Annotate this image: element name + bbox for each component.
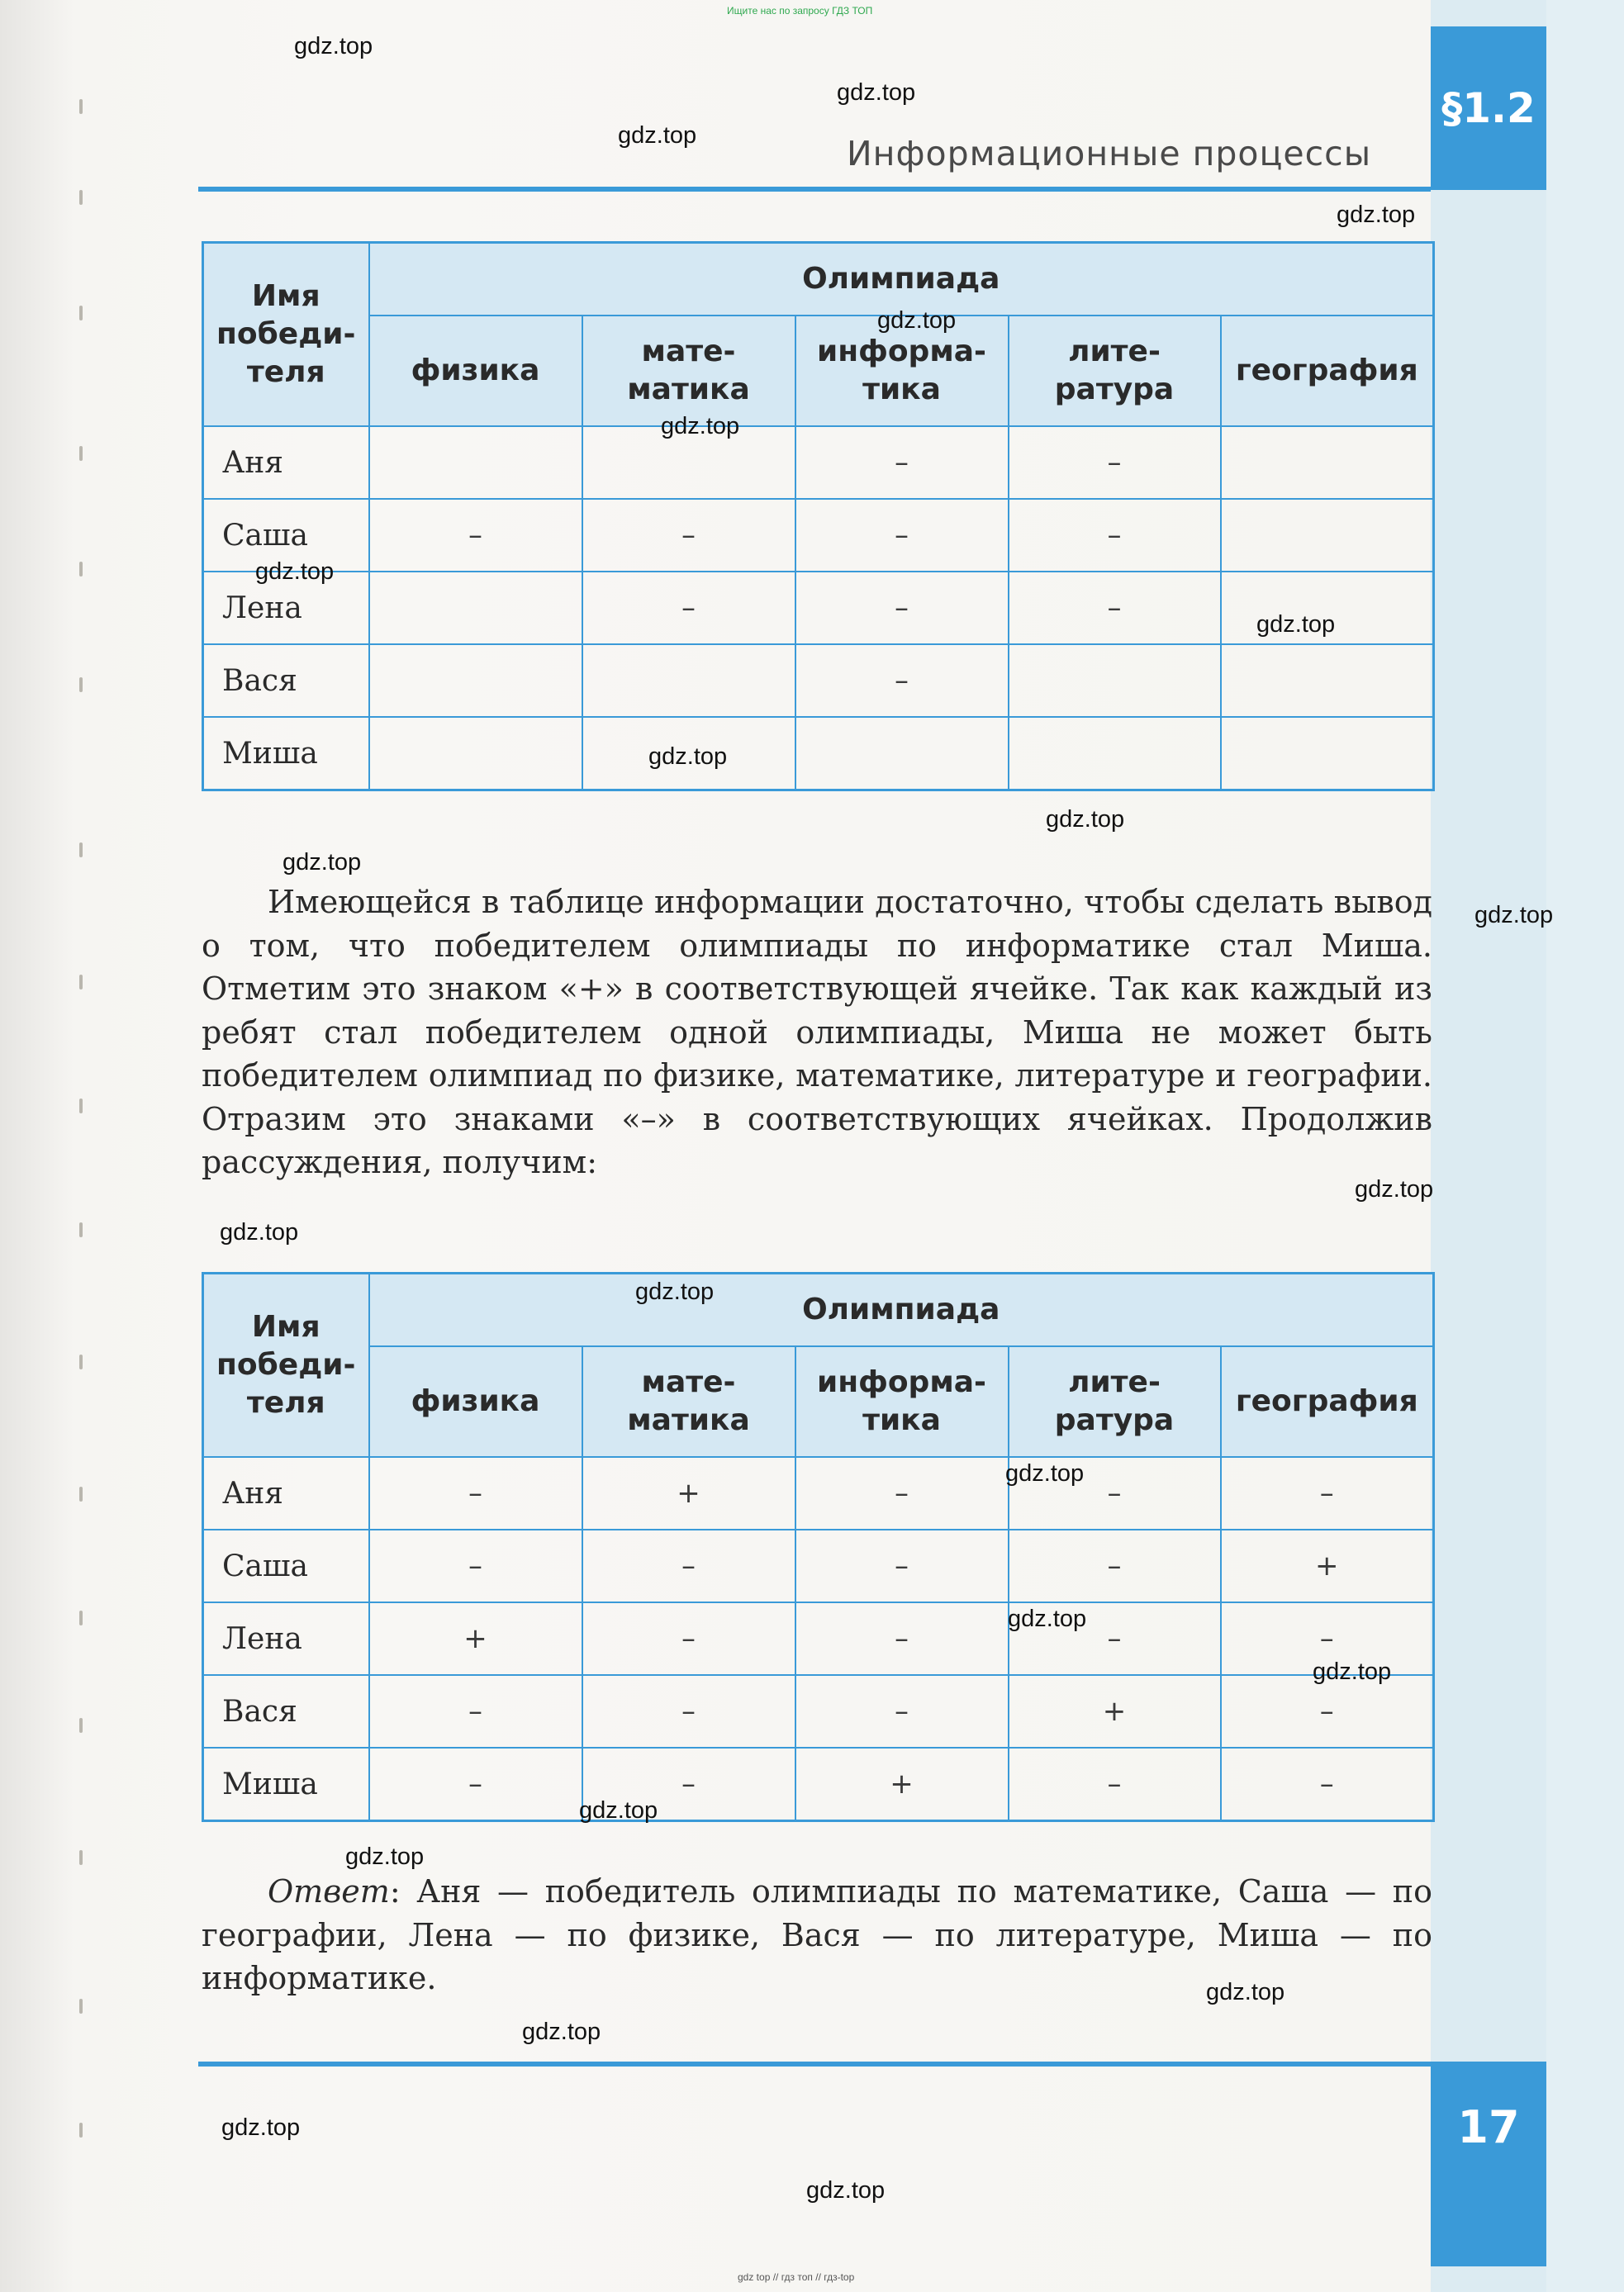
winner-name: Вася (203, 1675, 369, 1748)
winner-name: Вася (203, 644, 369, 717)
table-cell: – (795, 1675, 1009, 1748)
table-cell: – (795, 644, 1009, 717)
subject-header: лите-ратура (1009, 1346, 1221, 1457)
table-cell (1009, 717, 1221, 790)
winner-name: Миша (203, 1748, 369, 1821)
table-cell: – (1009, 1530, 1221, 1602)
table-cell: – (795, 1457, 1009, 1530)
table-cell: – (1221, 1748, 1434, 1821)
table-cell (1009, 644, 1221, 717)
table-cell: + (582, 1457, 795, 1530)
table-cell: – (1221, 1457, 1434, 1530)
watermark: gdz.top (877, 307, 957, 334)
answer-label: Ответ (268, 1873, 390, 1910)
page-number: 17 (1457, 2101, 1520, 2153)
watermark: gdz.top (579, 1797, 658, 1824)
table-cell: – (1009, 426, 1221, 499)
table-cell: – (582, 1602, 795, 1675)
watermark: gdz.top (1046, 806, 1125, 833)
table-cell: – (1009, 1748, 1221, 1821)
winner-name: Лена (203, 1602, 369, 1675)
table-cell: – (1009, 499, 1221, 572)
table-row (203, 644, 1434, 717)
subject-header: лите-ратура (1009, 316, 1221, 426)
reasoning-paragraph (202, 880, 1432, 1184)
olympiad-table-initial (202, 241, 1435, 791)
subject-header: физика (369, 316, 582, 426)
table-row (203, 1530, 1434, 1602)
subject-header: география (1221, 316, 1434, 426)
watermark: gdz.top (661, 413, 740, 439)
table-cell (369, 426, 582, 499)
watermark: gdz.top (294, 33, 373, 59)
winner-name: Миша (203, 717, 369, 790)
table-cell (369, 644, 582, 717)
subject-header: мате-матика (582, 316, 795, 426)
table-cell (1221, 426, 1434, 499)
table-cell: – (795, 426, 1009, 499)
table-cell (1221, 644, 1434, 717)
watermark: gdz.top (345, 1844, 425, 1870)
table-cell: + (369, 1602, 582, 1675)
subject-header: информа-тика (795, 1346, 1009, 1457)
watermark: gdz.top (1005, 1460, 1085, 1487)
table-row (203, 426, 1434, 499)
table-row (203, 499, 1434, 572)
table-cell (582, 644, 795, 717)
subject-header: мате-матика (582, 1346, 795, 1457)
table-cell: – (795, 1602, 1009, 1675)
table-cell: – (369, 1748, 582, 1821)
table-cell: – (1221, 1675, 1434, 1748)
watermark: gdz.top (837, 79, 916, 106)
binding-marks (79, 99, 83, 2164)
table-cell: + (1221, 1530, 1434, 1602)
subject-header: информа-тика (795, 316, 1009, 426)
table-cell: – (795, 572, 1009, 644)
table-cell: – (1009, 1602, 1221, 1675)
watermark: gdz.top (283, 849, 362, 876)
watermark: gdz.top (1008, 1606, 1087, 1632)
reasoning-text: Имеющейся в таблице информации достаточно, чтобы сделать вывод о том, что победителем олимпиады по информатике стал Миша. Отметим это знаком «+» в соответствующей ячейке. Так как каждый из ребят стал победителем одной олимпиады, Миша не может быть победителем олимпиад по физике, математике, литературе и географии. Отразим это знаками «–» в соответствующих ячейках. Продолжив рассуждения, получим: (202, 884, 1432, 1180)
table-cell: – (369, 1530, 582, 1602)
watermark: gdz.top (221, 2114, 301, 2141)
bottom-note: gdz top // гдз топ // гдз-top (738, 2271, 855, 2283)
watermark: gdz.top (1337, 202, 1416, 228)
table-cell: – (369, 499, 582, 572)
table-cell (795, 717, 1009, 790)
table-cell: – (1009, 572, 1221, 644)
winner-name: Саша (203, 1530, 369, 1602)
watermark: gdz.top (220, 1219, 299, 1246)
section-number: §1.2 (1441, 84, 1536, 132)
table-cell (369, 572, 582, 644)
table-cell: – (1009, 1457, 1221, 1530)
table-cell: – (369, 1457, 582, 1530)
table-cell: – (582, 572, 795, 644)
watermark: gdz.top (255, 558, 335, 585)
watermark: gdz.top (635, 1279, 715, 1305)
watermark: gdz.top (1313, 1658, 1392, 1685)
table-cell: – (582, 499, 795, 572)
corner-header: Имя победи-теля (203, 1274, 369, 1458)
watermark: gdz.top (1256, 611, 1336, 638)
table-cell: – (795, 499, 1009, 572)
watermark: gdz.top (1474, 902, 1554, 928)
olympiad-header: Олимпиада (369, 243, 1434, 316)
header-rule (198, 187, 1431, 192)
winner-name: Аня (203, 426, 369, 499)
footer-rule (198, 2062, 1431, 2067)
table-cell: – (795, 1530, 1009, 1602)
table-row (203, 1602, 1434, 1675)
table-row (203, 717, 1434, 790)
corner-header: Имя победи-теля (203, 243, 369, 427)
winner-name: Саша (203, 499, 369, 572)
table-row (203, 1748, 1434, 1821)
watermark: gdz.top (1355, 1176, 1434, 1203)
table-cell: – (369, 1675, 582, 1748)
watermark: gdz.top (1206, 1979, 1285, 2005)
subject-header: физика (369, 1346, 582, 1457)
page-number-tab (1431, 2062, 1546, 2266)
table-row (203, 572, 1434, 644)
table-cell: – (582, 1748, 795, 1821)
table-cell: – (582, 1530, 795, 1602)
table-row (203, 1457, 1434, 1530)
table-cell: + (795, 1748, 1009, 1821)
table-row (203, 1675, 1434, 1748)
table-cell (369, 717, 582, 790)
table-cell: – (582, 1675, 795, 1748)
chapter-title: Информационные процессы (847, 134, 1372, 173)
top-search-note: Ищите нас по запросу ГДЗ ТОП (727, 5, 873, 17)
answer-text: : Аня — победитель олимпиады по математике, Саша — по географии, Лена — по физике, Вася — по литературе, Миша — по информатике. (202, 1873, 1432, 1996)
page-edge-strip-outer (1546, 0, 1624, 2292)
table-cell: + (1009, 1675, 1221, 1748)
subject-header: география (1221, 1346, 1434, 1457)
section-tab (1431, 26, 1546, 190)
table-cell (1221, 717, 1434, 790)
watermark: gdz.top (648, 743, 728, 770)
winner-name: Лена (203, 572, 369, 644)
watermark: gdz.top (806, 2177, 886, 2204)
table-cell (1221, 499, 1434, 572)
table-cell: – (1221, 1602, 1434, 1675)
olympiad-table-solved (202, 1272, 1435, 1822)
olympiad-header: Олимпиада (369, 1274, 1434, 1347)
winner-name: Аня (203, 1457, 369, 1530)
watermark: gdz.top (522, 2019, 601, 2045)
watermark: gdz.top (618, 122, 697, 149)
